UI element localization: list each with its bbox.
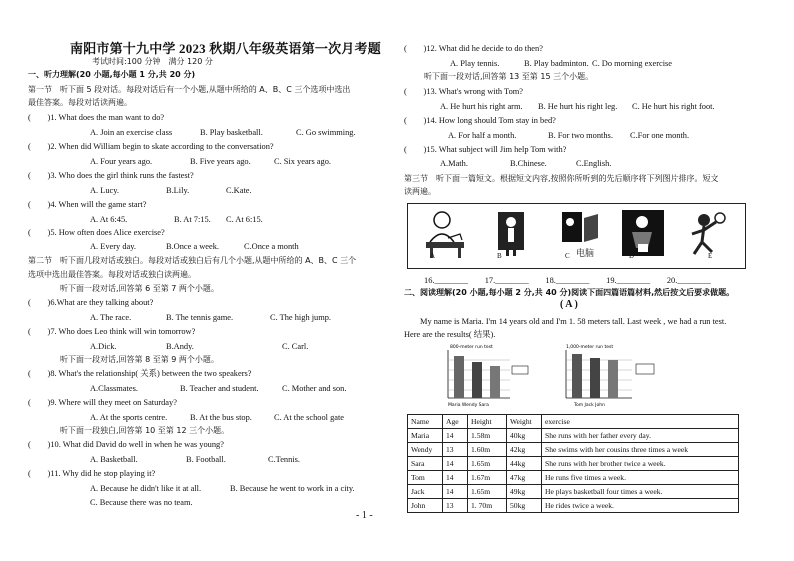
picture-label-b: B [497, 252, 502, 260]
q2-option-a[interactable]: A. Four years ago. [90, 157, 153, 166]
section3-instructions-cont: 读两遍。 [404, 187, 436, 196]
chart-1000m-title: 1,000-meter run test [566, 345, 614, 350]
question-8: ( )8. What's the relationship( 关系) between the two speakers? [28, 369, 252, 378]
q12-option-a[interactable]: A. Play tennis. [450, 59, 500, 68]
table-cell: He rides twice a week. [542, 499, 739, 513]
passage-a-title: ( A ) [560, 299, 578, 310]
table-row [408, 457, 739, 471]
q5-option-a[interactable]: A. Every day. [90, 242, 136, 251]
table-cell: Wendy [408, 443, 443, 457]
question-5: ( )5. How often does Alice exercise? [28, 228, 165, 237]
q12-option-c[interactable]: C. Do morning exercise [592, 59, 673, 68]
section2-instructions: 第二节 听下面几段对话或独白。每段对话或独白后有几个小题,从题中所给的 A、B、C 三个 [28, 256, 357, 265]
table-cell: Maria [408, 429, 443, 443]
listening-hint-13-15: 听下面一段对话,回答第 13 至第 15 三个小题。 [424, 72, 594, 81]
q1-option-c[interactable]: C. Go swimming. [296, 128, 356, 137]
q11-option-c[interactable]: C. Because there was no team. [90, 498, 193, 507]
section1-instructions: 第一节 听下面 5 段对话。每段对话后有一个小题,从题中所给的 A、B、C 三个选项中选出 [28, 85, 351, 94]
q4-option-c[interactable]: C. At 6:15. [226, 215, 263, 224]
q10-option-b[interactable]: B. Football. [186, 455, 226, 464]
question-13: ( )13. What's wrong with Tom? [404, 87, 524, 96]
part1-heading: 一、听力理解(20 小题,每小题 1 分,共 20 分) [28, 70, 196, 79]
q5-option-c[interactable]: C.Once a month [244, 242, 299, 251]
question-3: ( )3. Who does the girl think runs the fastest? [28, 171, 194, 180]
q9-option-c[interactable]: C. At the school gate [274, 413, 345, 422]
question-7: ( )7. Who does Leo think will win tomorrow? [28, 327, 196, 336]
table-row [408, 499, 739, 513]
table-cell: 14 [443, 429, 468, 443]
table-cell: John [408, 499, 443, 513]
q3-option-a[interactable]: A. Lucy. [90, 186, 119, 195]
picture-label-a: A [430, 252, 436, 260]
table-cell: 13 [443, 443, 468, 457]
table-cell: 13 [443, 499, 468, 513]
table-header-height: Height [468, 415, 507, 429]
table-cell: He plays basketball four times a week. [542, 485, 739, 499]
table-header-row [408, 415, 739, 429]
question-12: ( )12. What did he decide to do then? [404, 44, 543, 53]
table-cell: 1.65m [468, 457, 507, 471]
table-cell: 42kg [507, 443, 542, 457]
table-cell: 14 [443, 485, 468, 499]
chart-1000m-bar-tom [572, 354, 582, 398]
table-cell: 47kg [507, 471, 542, 485]
part2-heading: 二、阅读理解(20 小题,每小题 2 分,共 40 分)阅读下面四篇语篇材料,然后按文后要求做题。 [404, 288, 735, 297]
question-10: ( )10. What did David do well in when he was young? [28, 440, 224, 449]
table-cell: 14 [443, 471, 468, 485]
table-cell: 1.65m [468, 485, 507, 499]
q11-option-a[interactable]: A. Because he didn't like it at all. [90, 484, 202, 493]
q7-option-a[interactable]: A.Dick. [90, 342, 117, 351]
q4-option-a[interactable]: A. At 6:45. [90, 215, 128, 224]
q2-option-c[interactable]: C. Six years ago. [274, 157, 331, 166]
picture-label-d: D [629, 252, 635, 260]
table-row [408, 443, 739, 457]
picture-label-c: C [565, 252, 570, 260]
q10-option-c[interactable]: C.Tennis. [268, 455, 300, 464]
table-row [408, 471, 739, 485]
table-cell: 1. 70m [468, 499, 507, 513]
q14-option-c[interactable]: C.For one month. [630, 131, 690, 140]
table-cell: 40kg [507, 429, 542, 443]
chart-800m-bar-wendy [472, 362, 482, 398]
table-cell: Tom [408, 471, 443, 485]
table-header-exercise: exercise [542, 415, 739, 429]
q7-option-b[interactable]: B.Andy. [166, 342, 194, 351]
q9-option-b[interactable]: B. At the bus stop. [190, 413, 252, 422]
table-cell: 1.67m [468, 471, 507, 485]
q1-option-a[interactable]: A. Join an exercise class [90, 128, 173, 137]
table-cell: Sara [408, 457, 443, 471]
q14-option-b[interactable]: B. For two months. [548, 131, 613, 140]
question-11: ( )11. Why did he stop playing it? [28, 469, 156, 478]
chart-800m-bar-sara [490, 366, 500, 398]
section1-instructions-cont: 最佳答案。每段对话读两遍。 [28, 98, 132, 107]
q12-option-b[interactable]: B. Play badminton. [524, 59, 589, 68]
table-cell: She swims with her cousins three times a week [542, 443, 739, 457]
table-header-weight: Weight [507, 415, 542, 429]
question-6: ( )6.What are they talking about? [28, 298, 154, 307]
table-cell: He runs five times a week. [542, 471, 739, 485]
q13-option-c[interactable]: C. He hurt his right foot. [632, 102, 715, 111]
table-cell: 49kg [507, 485, 542, 499]
q8-option-a[interactable]: A.Classmates. [90, 384, 138, 393]
q4-option-b[interactable]: B. At 7:15. [174, 215, 211, 224]
table-header-age: Age [443, 415, 468, 429]
q13-option-a[interactable]: A. He hurt his right arm. [440, 102, 523, 111]
q15-option-c[interactable]: C.English. [576, 159, 612, 168]
picture-e-badminton-icon [680, 208, 730, 260]
picture-c-text: 电脑 [576, 249, 595, 259]
q8-option-c[interactable]: C. Mother and son. [282, 384, 347, 393]
q7-option-c[interactable]: C. Carl. [282, 342, 309, 351]
table-cell: She runs with her brother twice a week. [542, 457, 739, 471]
q3-option-c[interactable]: C.Kate. [226, 186, 252, 195]
picture-c-computer-icon [554, 208, 604, 260]
q11-option-b[interactable]: B. Because he went to work in a city. [230, 484, 355, 493]
question-1: ( )1. What does the man want to do? [28, 113, 165, 122]
question-14: ( )14. How long should Tom stay in bed? [404, 116, 556, 125]
chart-1000m-names: Tom Jack John [574, 403, 605, 408]
results-table [407, 414, 739, 513]
q3-option-b[interactable]: B.Lily. [166, 186, 190, 195]
chart-1000m-bar-john [608, 360, 618, 398]
question-15: ( )15. What subject will Jim help Tom with? [404, 145, 567, 154]
q15-option-b[interactable]: B.Chinese. [510, 159, 547, 168]
page-number: - 1 - [356, 510, 373, 521]
chart-800m-bar-maria [454, 356, 464, 398]
q14-option-a[interactable]: A. For half a month. [448, 131, 517, 140]
table-cell: 14 [443, 457, 468, 471]
table-cell: 1.60m [468, 443, 507, 457]
q13-option-b[interactable]: B. He hurt his right leg. [538, 102, 618, 111]
listening-hint-6-7: 听下面一段对话,回答第 6 至第 7 两个小题。 [60, 284, 219, 293]
answer-blanks-16-20[interactable]: 16.________ 17.________ 18.________ 19.________ 20.________ [424, 276, 711, 285]
chart-800m [440, 342, 532, 412]
section2-instructions-cont: 选项中选出最佳答案。每段对话或独白读两遍。 [28, 270, 196, 279]
table-cell: Jack [408, 485, 443, 499]
table-row [408, 429, 739, 443]
table-cell: 1.58m [468, 429, 507, 443]
question-2: ( )2. When did William begin to skate according to the conversation? [28, 142, 274, 151]
picture-d-hurt-leg-icon [618, 208, 668, 260]
picture-b-figure-icon [486, 208, 536, 260]
table-cell: She runs with her father every day. [542, 429, 739, 443]
listening-hint-8-9: 听下面一段对话,回答第 8 至第 9 两个小题。 [60, 355, 219, 364]
exam-title: 南阳市第十九中学 2023 秋期八年级英语第一次月考题 [70, 41, 381, 56]
q8-option-b[interactable]: B. Teacher and student. [180, 384, 259, 393]
q6-option-b[interactable]: B. The tennis game. [166, 313, 234, 322]
question-4: ( )4. When will the game start? [28, 200, 147, 209]
table-cell: 50kg [507, 499, 542, 513]
picture-a-student-desk-icon [420, 208, 470, 260]
question-9: ( )9. Where will they meet on Saturday? [28, 398, 177, 407]
chart-1000m [560, 342, 660, 412]
q6-option-a[interactable]: A. The race. [90, 313, 132, 322]
chart-800m-names: Maria Wendy Sara [448, 403, 489, 408]
q9-option-a[interactable]: A. At the sports centre. [90, 413, 168, 422]
picture-label-e: E [708, 252, 713, 260]
chart-1000m-bar-jack [590, 358, 600, 398]
picture-strip [407, 203, 746, 269]
table-cell: 44kg [507, 457, 542, 471]
q1-option-b[interactable]: B. Play basketball. [200, 128, 263, 137]
q6-option-c[interactable]: C. The high jump. [270, 313, 332, 322]
table-header-name: Name [408, 415, 443, 429]
q2-option-b[interactable]: B. Five years ago. [190, 157, 251, 166]
chart-800m-title: 800-meter run test [450, 345, 493, 350]
passage-a-line2: Here are the results( 结果). [404, 330, 496, 339]
q15-option-a[interactable]: A.Math. [440, 159, 468, 168]
listening-hint-10-12: 听下面一段独白,回答第 10 至第 12 三个小题。 [60, 426, 230, 435]
passage-a-line1: My name is Maria. I'm 14 years old and I'm 1. 58 meters tall. Last week , we had a run test. [420, 317, 727, 326]
section3-instructions: 第三节 听下面一篇短文。根据短文内容,按照你所听到的先后顺序将下列图片排序。短文 [404, 174, 719, 183]
q10-option-a[interactable]: A. Basketball. [90, 455, 138, 464]
exam-info: 考试时间:100 分钟 满分 120 分 [92, 57, 213, 66]
table-row [408, 485, 739, 499]
q5-option-b[interactable]: B.Once a week. [166, 242, 220, 251]
